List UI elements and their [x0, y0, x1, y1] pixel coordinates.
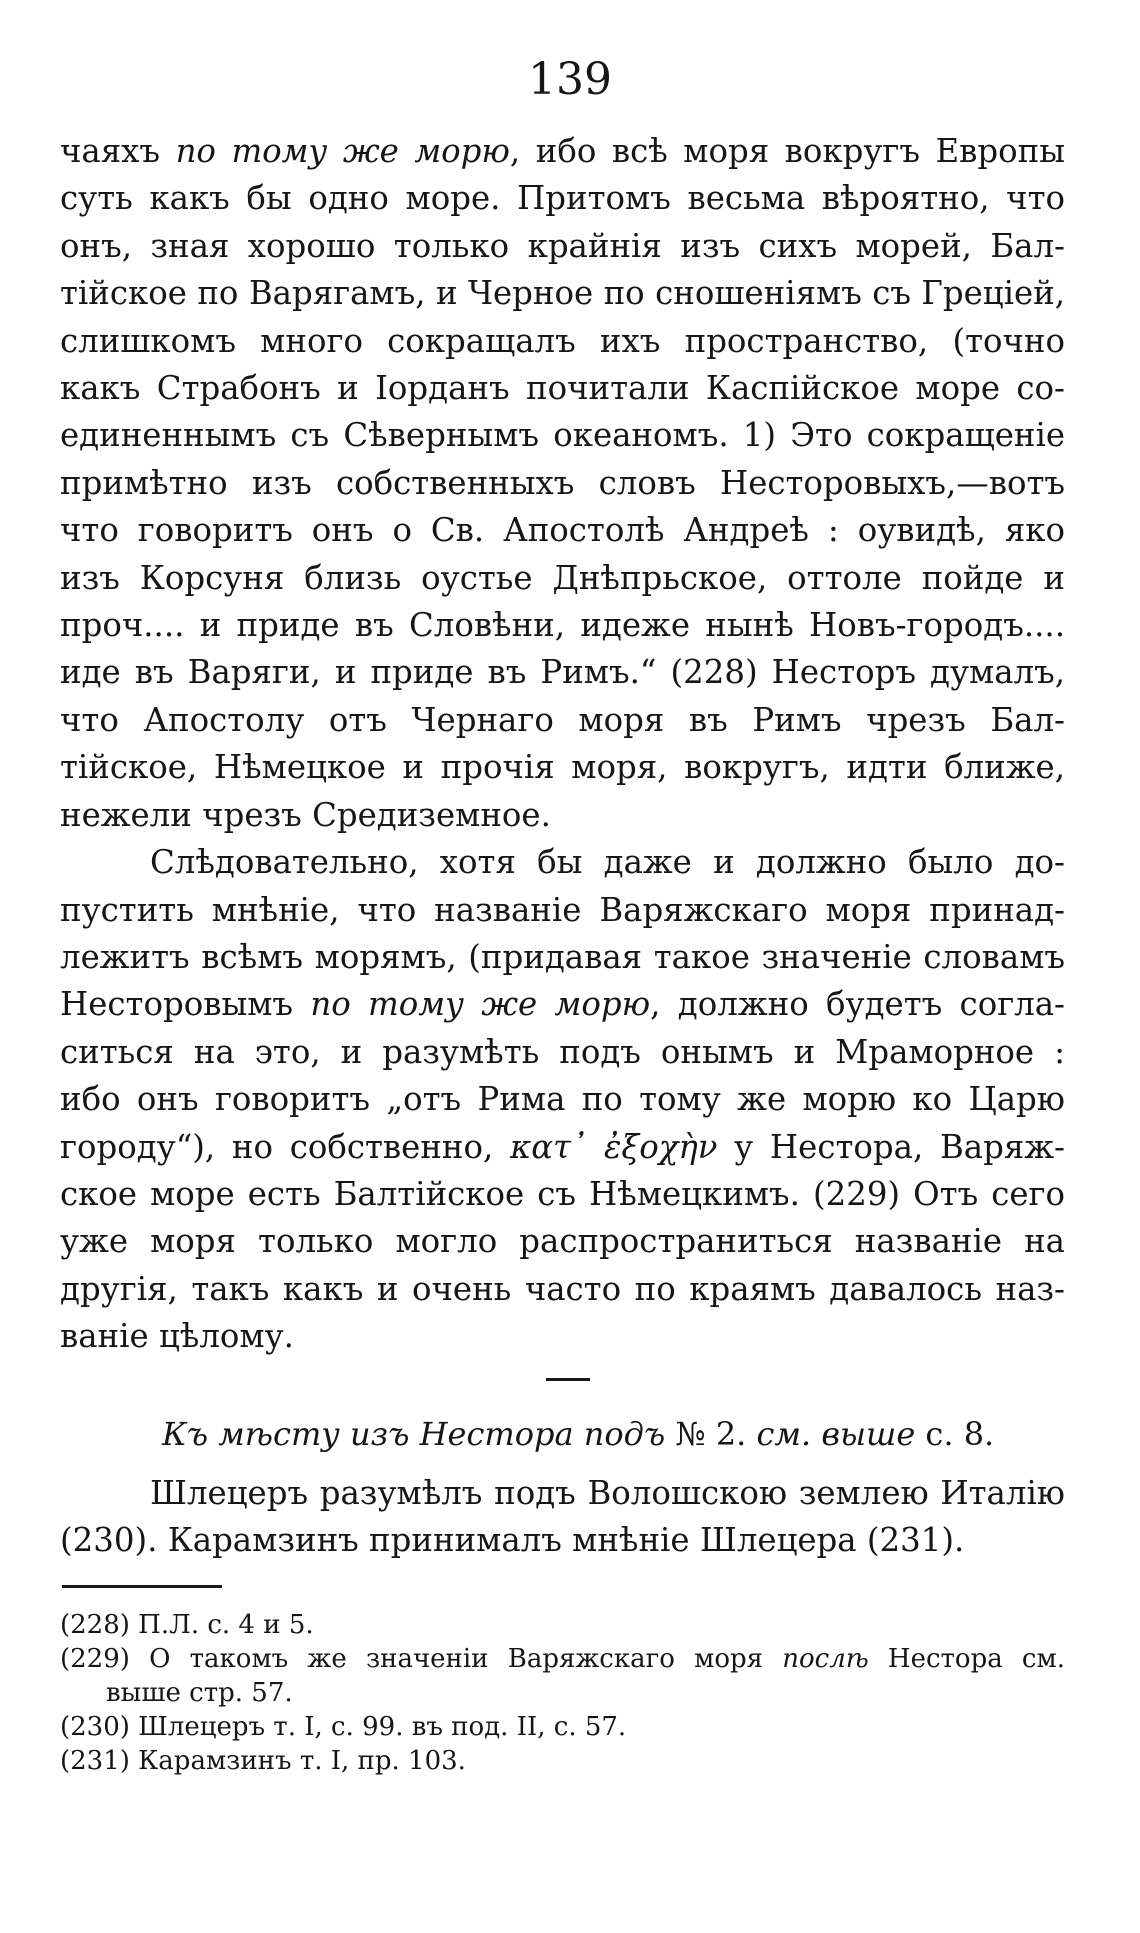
- text-line: какъ Страбонъ и Іорданъ почитали Каспійское море со-: [60, 369, 1065, 408]
- text-line: городу“), но собственно, κατ᾽ ἐξοχὴν у Нестора, Варяж-: [60, 1127, 1065, 1166]
- section-separator: [546, 1378, 590, 1381]
- footnote-0-line: (228) П.Л. с. 4 и 5.: [60, 1610, 314, 1640]
- footnote-rule: [62, 1585, 222, 1588]
- text-line: проч.... и приде въ Словѣни, идеже нынѣ Новъ-городъ....: [60, 606, 1065, 645]
- footnote-2-line: (230) Шлецеръ т. I, с. 99. въ под. II, с. 57.: [60, 1712, 627, 1742]
- text-line: лежитъ всѣмъ морямъ, (придавая такое значеніе словамъ: [60, 937, 1065, 976]
- paragraph-2-start: Слѣдовательно, хотя бы даже и должно было до-: [150, 843, 1065, 882]
- footnote-1-line: (229) О такомъ же значеніи Варяжскаго моря послѣ Нестора см.: [60, 1644, 1065, 1674]
- text-line: слишкомъ много сокращалъ ихъ пространство, (точно: [60, 321, 1065, 360]
- text-line: ситься на это, и разумѣть подъ онымъ и Мраморное :: [60, 1032, 1065, 1071]
- text-line: нежели чрезъ Средиземное.: [60, 795, 551, 834]
- text-line: Несторовымъ по тому же морю, должно будетъ согла-: [60, 985, 1066, 1024]
- text-line: примѣтно изъ собственныхъ словъ Несторовыхъ,—вотъ: [60, 463, 1065, 502]
- paragraph-1: [60, 128, 1065, 1361]
- page-number: 139: [528, 54, 612, 105]
- footnote-1-line: выше стр. 57.: [106, 1678, 293, 1708]
- footnote-3-line: (231) Карамзинъ т. I, пр. 103.: [60, 1746, 466, 1776]
- text-line: чаяхъ по тому же морю, ибо всѣ моря вокругъ Европы: [60, 132, 1065, 170]
- text-line: суть какъ бы одно море. Притомъ весьма вѣроятно, что: [60, 179, 1065, 218]
- text-line: другія, такъ какъ и очень часто по краямъ давалось наз-: [60, 1269, 1065, 1308]
- section-heading: [162, 1410, 1042, 1458]
- text-line: уже моря только могло распространиться названіе на: [60, 1222, 1065, 1261]
- paragraph-3: [60, 1470, 1065, 1565]
- text-line: Шлецеръ разумѣлъ подъ Волошскою землею Италію: [150, 1474, 1065, 1512]
- text-line: единеннымъ съ Сѣвернымъ океаномъ. 1) Это сокращеніе: [60, 416, 1065, 455]
- heading-page-ref: с. 8.: [925, 1415, 995, 1453]
- heading-title: Къ мѣсту изъ Нестора подъ: [162, 1415, 666, 1453]
- text-line: (230). Карамзинъ принималъ мнѣніе Шлецера (231).: [60, 1521, 965, 1560]
- text-line: что Апостолу отъ Чернаго моря въ Римъ чрезъ Бал-: [60, 700, 1065, 739]
- text-line: пустить мнѣніе, что названіе Варяжскаго моря принад-: [60, 890, 1065, 929]
- text-line: ибо онъ говоритъ „отъ Рима по тому же морю ко Царю: [60, 1080, 1065, 1119]
- text-line: что говоритъ онъ о Св. Апостолѣ Андреѣ : оувидѣ, яко: [60, 511, 1065, 550]
- footnotes: [60, 1608, 1065, 1778]
- text-line: тійское, Нѣмецкое и прочія моря, вокругъ, идти ближе,: [60, 748, 1065, 787]
- text-line: онъ, зная хорошо только крайнія изъ сихъ морей, Бал-: [60, 226, 1065, 265]
- text-line: ваніе цѣлому.: [60, 1317, 294, 1356]
- text-line: ское море есть Балтійское съ Нѣмецкимъ. (229) Отъ сего: [60, 1174, 1065, 1213]
- text-line: иде въ Варяги, и приде въ Римъ.“ (228) Несторъ думалъ,: [60, 653, 1065, 692]
- text-line: тійское по Варягамъ, и Черное по сношеніямъ съ Греціей,: [60, 274, 1065, 313]
- heading-ref: см. выше: [756, 1415, 916, 1453]
- heading-number: № 2.: [675, 1415, 747, 1453]
- text-line: изъ Корсуня близь оустье Днѣпрьское, оттоле пойде и: [60, 558, 1065, 597]
